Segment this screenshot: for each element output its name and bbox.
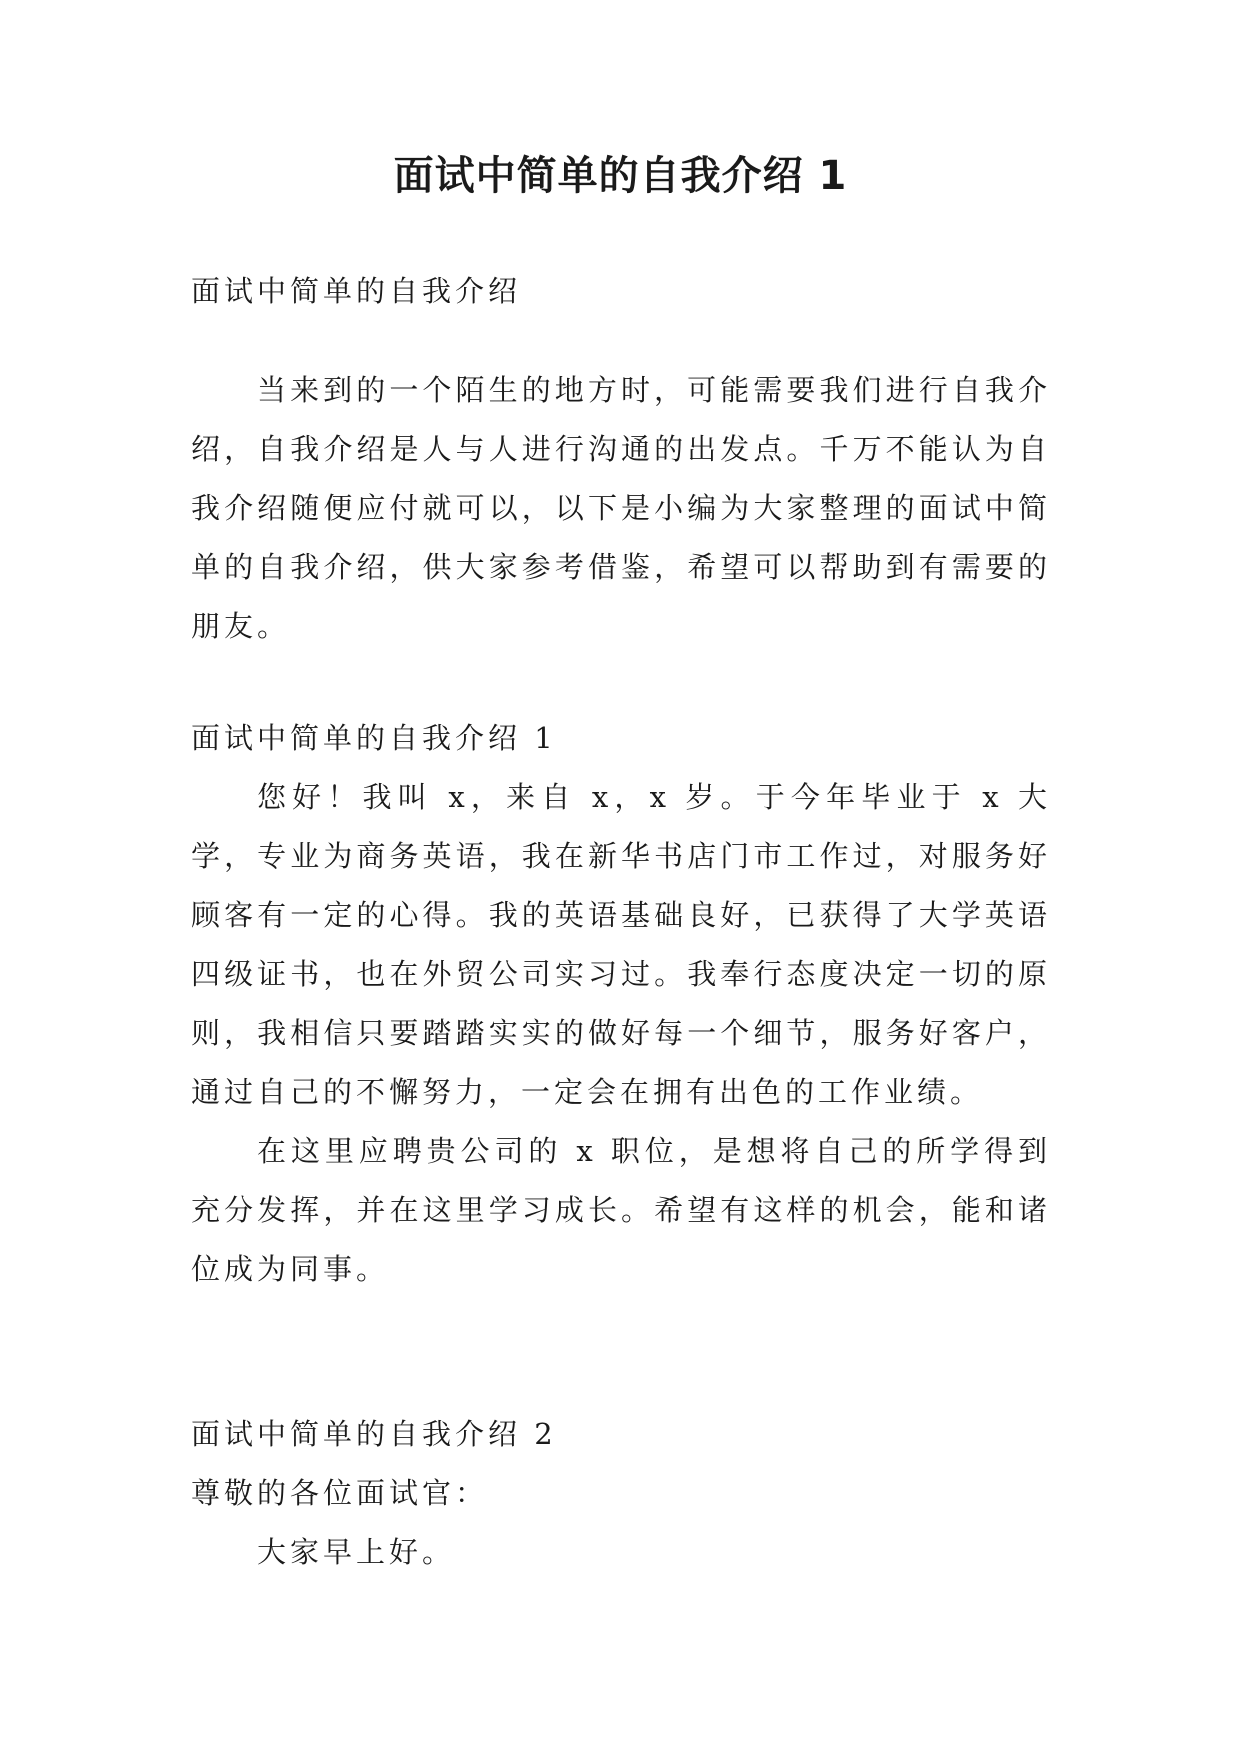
section-1-paragraph-1: 您好！我叫 x，来自 x，x 岁。于今年毕业于 x 大学，专业为商务英语，我在新华书店门市工作过，对服务好顾客有一定的心得。我的英语基础良好，已获得了大学英语四级证书，也在外贸公司实习过。我奉行态度决定一切的原则，我相信只要踏踏实实的做好每一个细节，服务好客户，通过自己的不懈努力，一定会在拥有出色的工作业绩。	[191, 780, 1051, 1109]
section-2	[191, 1405, 1051, 1582]
section-2-heading: 面试中简单的自我介绍 2	[191, 1417, 557, 1451]
intro-heading-block	[191, 262, 1051, 321]
section-2-salutation: 尊敬的各位面试官：	[191, 1476, 489, 1510]
intro-heading: 面试中简单的自我介绍	[191, 274, 522, 308]
intro-block	[191, 361, 1051, 656]
document-title: 面试中简单的自我介绍 1	[393, 153, 848, 199]
section-1-paragraph-2: 在这里应聘贵公司的 x 职位，是想将自己的所学得到充分发挥，并在这里学习成长。希望有这样的机会，能和诸位成为同事。	[191, 1134, 1051, 1286]
section-1-heading: 面试中简单的自我介绍 1	[191, 721, 557, 755]
section-2-greeting: 大家早上好。	[257, 1535, 456, 1569]
section-1	[191, 709, 1051, 1299]
intro-paragraph: 当来到的一个陌生的地方时，可能需要我们进行自我介绍，自我介绍是人与人进行沟通的出发点。千万不能认为自我介绍随便应付就可以，以下是小编为大家整理的面试中简单的自我介绍，供大家参考借鉴，希望可以帮助到有需要的朋友。	[191, 373, 1051, 643]
